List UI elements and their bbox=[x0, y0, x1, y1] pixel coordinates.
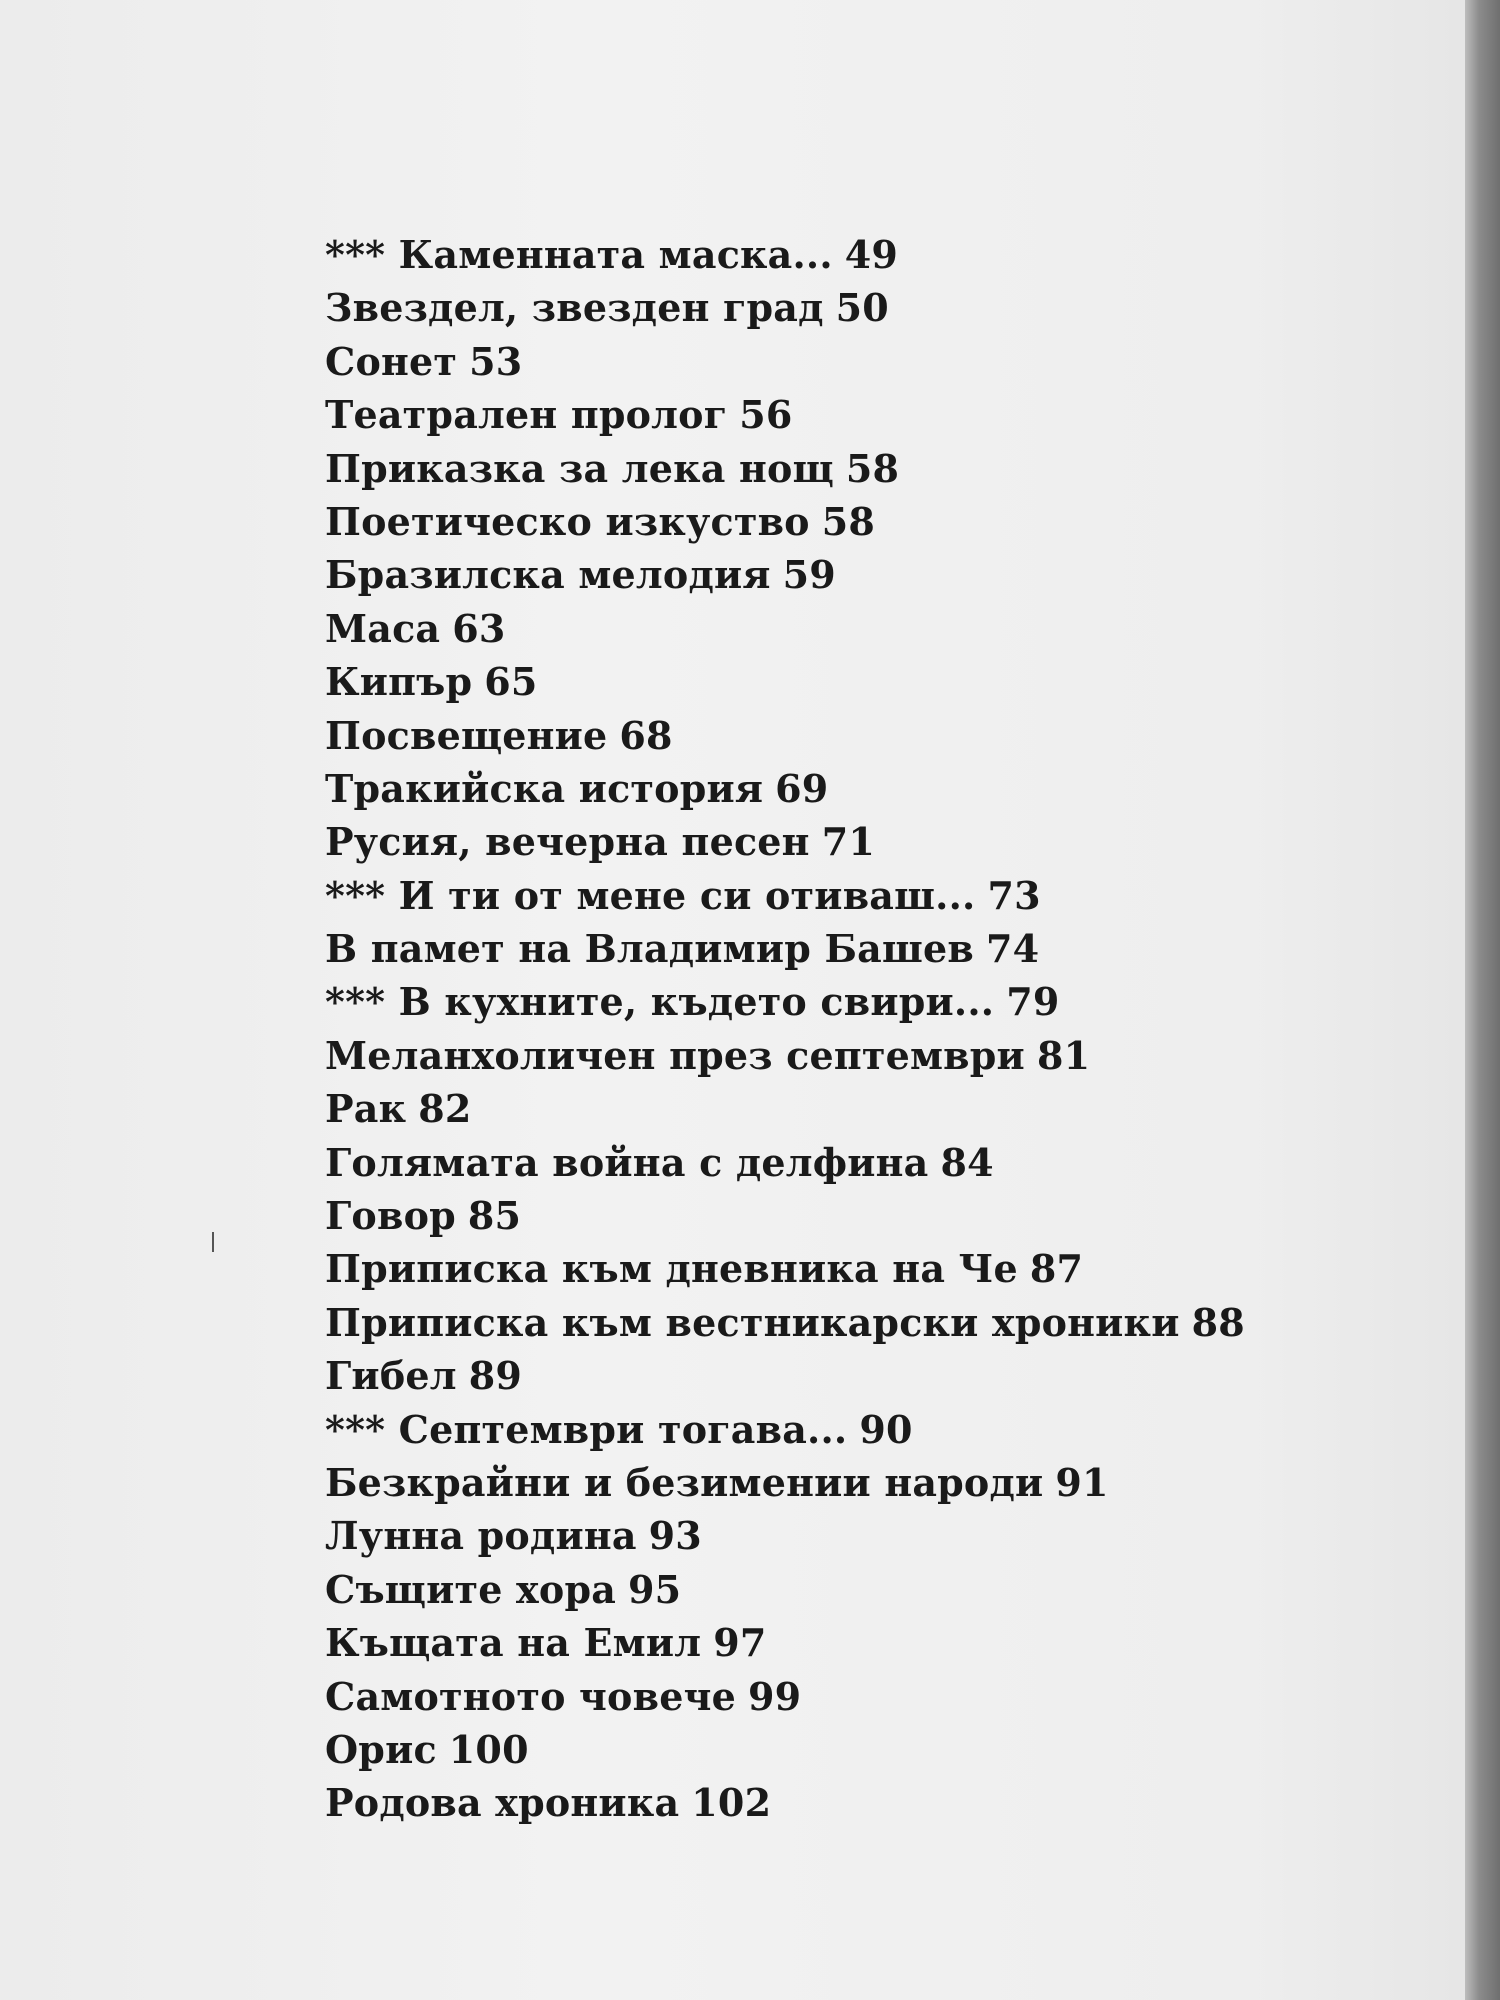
toc-entry bbox=[325, 1296, 1245, 1349]
toc-entry-title: Същите хора bbox=[325, 1566, 617, 1612]
toc-entry bbox=[325, 1136, 1225, 1189]
toc-entry-title: Голямата война с делфина bbox=[325, 1139, 929, 1185]
toc-entry-title: *** В кухните, където свири... bbox=[325, 979, 995, 1025]
toc-entry-page-number: 63 bbox=[452, 605, 506, 651]
toc-entry bbox=[325, 335, 1225, 388]
toc-entry-page-number: 82 bbox=[418, 1086, 472, 1132]
toc-entry bbox=[325, 495, 1225, 548]
toc-entry-title: *** И ти от мене си отиваш... bbox=[325, 872, 976, 918]
toc-entry-title: Говор bbox=[325, 1193, 456, 1239]
toc-entry-page-number: 73 bbox=[987, 872, 1041, 918]
toc-entry-title: Самотното човече bbox=[325, 1673, 736, 1719]
toc-entry-title: Лунна родина bbox=[325, 1513, 637, 1559]
toc-entry-page-number: 50 bbox=[835, 285, 889, 331]
toc-entry bbox=[325, 762, 1225, 815]
book-binding-edge bbox=[1465, 0, 1500, 2000]
toc-entry bbox=[325, 1616, 1225, 1669]
toc-entry-title: Театрален пролог bbox=[325, 392, 728, 438]
toc-entry bbox=[325, 1349, 1225, 1402]
toc-entry bbox=[325, 922, 1225, 975]
toc-entry-title: *** Каменната маска... bbox=[325, 232, 833, 277]
toc-entry bbox=[325, 1029, 1225, 1082]
toc-entry-title: Тракийска история bbox=[325, 765, 764, 811]
toc-entry bbox=[325, 602, 1225, 655]
margin-mark bbox=[212, 1232, 214, 1252]
toc-entry bbox=[325, 1082, 1225, 1135]
toc-entry bbox=[325, 869, 1225, 922]
toc-entry-page-number: 84 bbox=[940, 1139, 994, 1185]
table-of-contents bbox=[325, 228, 1245, 1830]
toc-entry-page-number: 100 bbox=[448, 1726, 529, 1772]
toc-entry-title: Русия, вечерна песен bbox=[325, 819, 810, 865]
toc-entry-page-number: 91 bbox=[1055, 1459, 1109, 1505]
toc-entry-page-number: 93 bbox=[648, 1513, 702, 1559]
toc-entry-page-number: 79 bbox=[1006, 979, 1060, 1025]
toc-entry bbox=[325, 1403, 1225, 1456]
toc-entry-page-number: 71 bbox=[821, 819, 875, 865]
toc-entry-page-number: 69 bbox=[775, 765, 829, 811]
toc-entry-title: Родова хроника bbox=[325, 1780, 680, 1826]
toc-entry-title: *** Септември тогава... bbox=[325, 1406, 848, 1452]
toc-entry-page-number: 58 bbox=[821, 498, 876, 544]
toc-entry-title: Звездел, звезден град bbox=[325, 285, 824, 331]
toc-entry bbox=[325, 548, 1225, 601]
toc-entry bbox=[325, 1242, 1225, 1295]
toc-entry bbox=[325, 975, 1225, 1028]
toc-entry-page-number: 89 bbox=[468, 1353, 523, 1399]
toc-entry-page-number: 68 bbox=[619, 712, 673, 758]
toc-entry bbox=[325, 281, 1225, 334]
toc-entry-page-number: 81 bbox=[1036, 1032, 1091, 1078]
toc-entry-title: Меланхоличен през септември bbox=[325, 1032, 1025, 1078]
toc-entry-title: Рак bbox=[325, 1086, 407, 1132]
toc-entry-page-number: 56 bbox=[739, 392, 793, 438]
toc-entry-title: Поетическо изкуство bbox=[325, 498, 810, 544]
toc-entry bbox=[325, 228, 1225, 281]
toc-entry-page-number: 95 bbox=[628, 1566, 682, 1612]
toc-entry-title: Маса bbox=[325, 605, 441, 651]
toc-entry-page-number: 102 bbox=[691, 1780, 772, 1826]
toc-entry-title: Посвещение bbox=[325, 712, 608, 758]
toc-entry bbox=[325, 709, 1225, 762]
toc-entry-page-number: 49 bbox=[844, 232, 899, 277]
toc-entry-page-number: 85 bbox=[467, 1193, 522, 1239]
toc-entry-page-number: 90 bbox=[859, 1406, 913, 1452]
toc-entry-page-number: 97 bbox=[713, 1620, 767, 1666]
toc-entry bbox=[325, 1776, 1225, 1829]
toc-entry-page-number: 53 bbox=[469, 338, 523, 384]
toc-entry-title: Приписка към дневника на Че bbox=[325, 1246, 1018, 1292]
toc-entry-page-number: 59 bbox=[782, 552, 836, 598]
toc-entry-page-number: 65 bbox=[484, 659, 538, 705]
toc-entry-title: В памет на Владимир Башев bbox=[325, 926, 974, 972]
toc-entry-page-number: 87 bbox=[1029, 1246, 1084, 1292]
toc-entry bbox=[325, 442, 1225, 495]
toc-entry bbox=[325, 1723, 1225, 1776]
toc-entry bbox=[325, 1509, 1225, 1562]
toc-entry-title: Къщата на Емил bbox=[325, 1620, 702, 1666]
toc-entry-title: Гибел bbox=[325, 1353, 457, 1399]
toc-entry-page-number: 58 bbox=[845, 445, 900, 491]
toc-entry-title: Бразилска мелодия bbox=[325, 552, 771, 598]
toc-entry-title: Приписка към вестникарски хроники bbox=[325, 1299, 1180, 1345]
toc-entry bbox=[325, 1456, 1225, 1509]
toc-entry bbox=[325, 815, 1225, 868]
toc-entry-title: Безкрайни и безимении народи bbox=[325, 1459, 1044, 1505]
toc-entry bbox=[325, 655, 1225, 708]
toc-entry bbox=[325, 1189, 1225, 1242]
toc-entry-title: Сонет bbox=[325, 338, 458, 384]
toc-entry-title: Приказка за лека нощ bbox=[325, 445, 834, 491]
toc-entry bbox=[325, 388, 1225, 441]
toc-entry-page-number: 74 bbox=[985, 926, 1040, 972]
toc-entry-title: Орис bbox=[325, 1726, 437, 1772]
toc-entry bbox=[325, 1563, 1225, 1616]
toc-entry-title: Кипър bbox=[325, 659, 473, 705]
toc-entry-page-number: 99 bbox=[747, 1673, 802, 1719]
toc-entry-page-number: 88 bbox=[1191, 1299, 1245, 1345]
toc-entry bbox=[325, 1670, 1225, 1723]
